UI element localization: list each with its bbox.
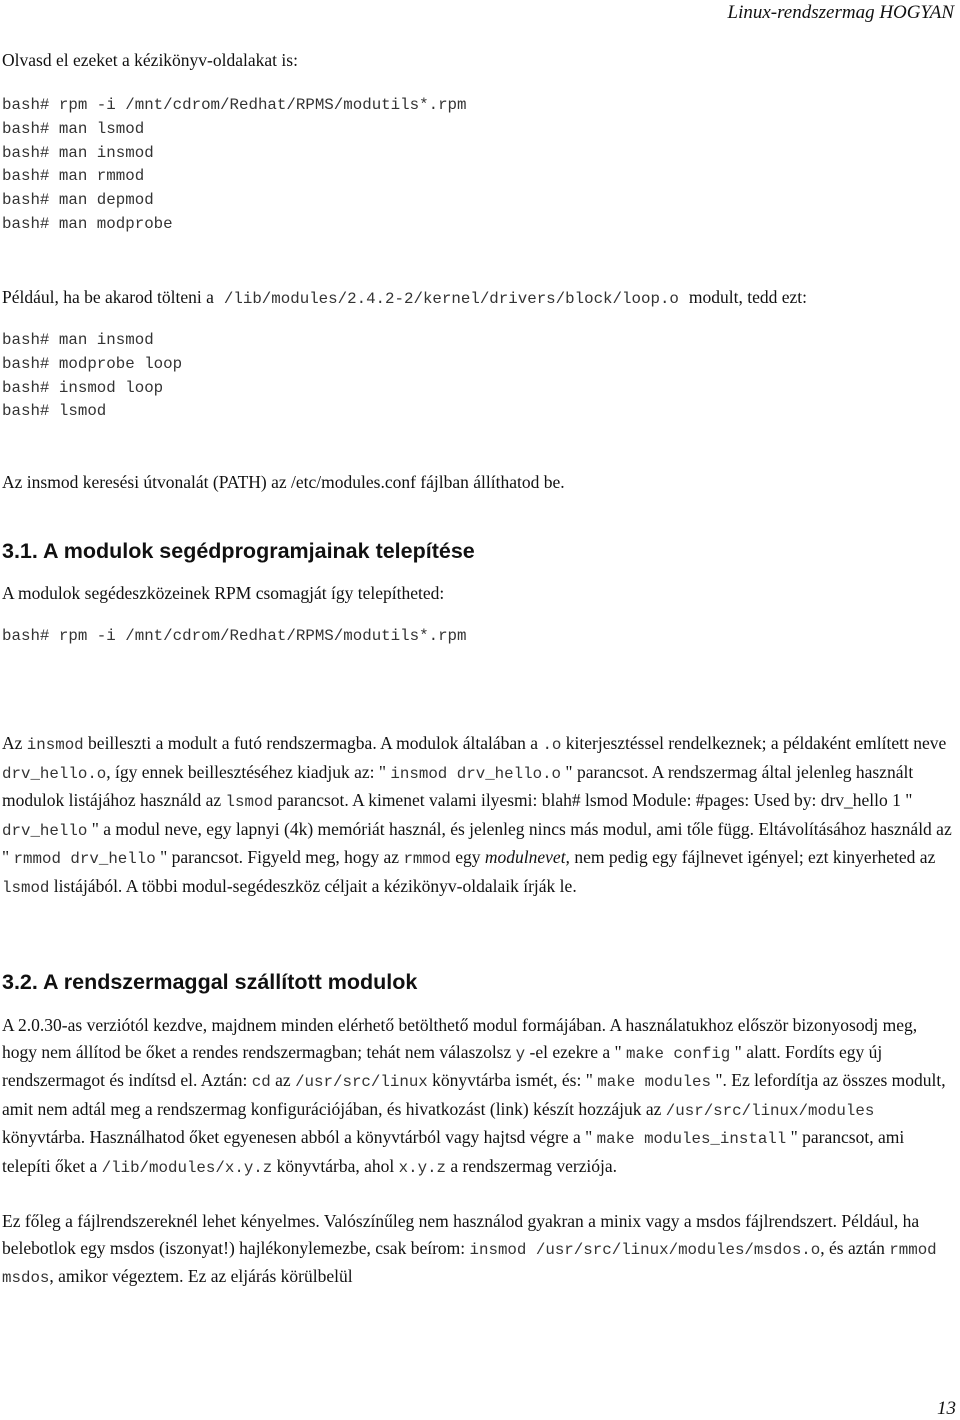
italic-text: modulnevet,	[484, 847, 570, 868]
text-run: a rendszermag verziója.	[450, 1155, 618, 1176]
code-line: bash# rpm -i /mnt/cdrom/Redhat/RPMS/modutils*.rpm	[2, 627, 467, 645]
text-run: A 2.0.30-as verziótól kezdve, majdnem minden elérhető betölthető modul formájában. A használatukhoz először bizonyosodj meg, hogy nem állítod be őket a rendes rendszermagban; tehát nem válaszolsz	[2, 1015, 918, 1062]
code-line: bash# lsmod	[2, 402, 107, 421]
inline-code: rmmod msdos	[2, 1240, 937, 1288]
text-run: " parancsot, ami telepíti őket a	[2, 1127, 905, 1176]
inline-code: x.y.z	[398, 1158, 447, 1177]
text-run: nem pedig egy fájlnevet igényel; ezt kinyerheted az	[574, 847, 936, 868]
section-3-1-intro: A modulok segédeszközeinek RPM csomagját így telepítheted:	[2, 583, 445, 603]
inline-code: lsmod	[225, 793, 273, 812]
inline-code: rmmod drv_hello	[13, 850, 156, 869]
text-run: könyvtárba. Használhatod őket egyenesen abból a könyvtárból vagy hajtsd végre a "	[2, 1127, 593, 1148]
code-line: bash# man insmod	[2, 331, 154, 349]
text-run: ". Ez lefordítja az összes modult, amit nem adtál meg a rendszermag konfigurációjában, és hivatkozást (link) készít hozzájuk az	[2, 1070, 946, 1119]
text-run: listájából. A többi modul-segédeszköz céljait a kézikönyv-oldalaik írják le.	[53, 875, 577, 896]
inline-code: make config	[626, 1044, 731, 1063]
code-line: bash# modprobe loop	[2, 354, 183, 373]
text-run: , és aztán	[820, 1237, 885, 1258]
inline-code: insmod /usr/src/linux/modules/msdos.o	[469, 1240, 821, 1259]
inline-code: .o	[542, 736, 562, 754]
text-run: Ez főleg a fájlrendszereknél lehet kényelmes. Valószínűleg nem használod gyakran a minix vagy a msdos fájlrendszert. Például, ha belebotlok egy msdos (iszonyat!) hajlékonylemezbe, csak beírom:	[2, 1211, 920, 1258]
text-run: az	[275, 1070, 291, 1091]
text-run: Például, ha be akarod tölteni a	[2, 287, 214, 307]
text-run: " parancsot. Figyeld meg, hogy az	[160, 847, 400, 868]
text-run: , amikor végeztem. Ez az eljárás körülbelül	[49, 1266, 353, 1287]
code-block-loop	[2, 329, 182, 424]
inline-code: insmod drv_hello.o	[390, 764, 562, 783]
text-run: beilleszti a modult a futó rendszermagba. A modulok általában a	[88, 733, 539, 753]
text-run: kiterjesztéssel rendelkeznek; a példaként említett neve	[565, 733, 947, 753]
page-number: 13	[937, 1398, 956, 1419]
code-line: bash# man insmod	[2, 143, 154, 162]
code-line: bash# insmod loop	[2, 378, 164, 397]
inline-code: cd	[251, 1073, 271, 1092]
inline-code: /lib/modules/2.4.2-2/kernel/drivers/block/loop.o	[223, 290, 679, 308]
inline-code: /lib/modules/x.y.z	[101, 1158, 273, 1177]
inline-code: lsmod	[2, 878, 50, 897]
text-run: -el ezekre a "	[529, 1041, 622, 1062]
inline-code: drv_hello.o	[2, 764, 107, 783]
code-block-manpages	[2, 94, 467, 237]
section-3-1-paragraph	[2, 730, 956, 902]
path-note: Az insmod keresési útvonalát (PATH) az /etc/modules.conf fájlban állíthatod be.	[2, 472, 565, 492]
code-line: bash# man rmmod	[2, 167, 145, 186]
inline-code: make modules	[597, 1073, 712, 1092]
code-line: bash# man lsmod	[2, 119, 145, 138]
inline-code: drv_hello	[2, 821, 88, 840]
text-run: " parancsot. A rendszermag által jelenleg használt modulok listájához használd az	[2, 761, 914, 811]
text-run: Az	[2, 733, 23, 753]
inline-code: /usr/src/linux/modules	[665, 1101, 875, 1120]
text-run: " alatt. Fordíts egy új rendszermagot és indítsd el. Aztán:	[2, 1041, 883, 1091]
section-heading-3-2: 3.2. A rendszermaggal szállított modulok	[2, 970, 418, 994]
intro-text: Olvasd el ezeket a kézikönyv-oldalakat is:	[2, 50, 298, 70]
text-run: könyvtárba ismét, és: "	[432, 1070, 593, 1091]
example-paragraph	[2, 284, 807, 313]
text-run: modult, tedd ezt:	[688, 287, 808, 307]
running-header: Linux-rendszermag HOGYAN	[727, 2, 954, 23]
text-run: könyvtárba, ahol	[276, 1155, 395, 1176]
inline-code: rmmod	[403, 850, 451, 869]
code-line: bash# man modprobe	[2, 214, 173, 233]
section-3-2-paragraph-2	[2, 1208, 956, 1292]
code-block-rpm	[2, 625, 467, 649]
text-run: " a modul neve, egy lapnyi (4k) memóriát használ, és jelenleg nincs más modul, ami tőle függ. Eltávolításához használd az "	[2, 818, 952, 868]
code-line: bash# rpm -i /mnt/cdrom/Redhat/RPMS/modutils*.rpm	[2, 96, 467, 114]
text-run: parancsot. A kimenet valami ilyesmi: blah# lsmod Module: #pages: Used by: drv_hello 1 "	[277, 790, 913, 811]
inline-code: /usr/src/linux	[295, 1073, 428, 1092]
inline-code: insmod	[26, 736, 84, 754]
inline-code: make modules_install	[596, 1130, 787, 1149]
text-run: , így ennek beillesztéséhez kiadjuk az: "	[106, 761, 387, 782]
text-run: egy	[455, 847, 481, 868]
code-line: bash# man depmod	[2, 191, 154, 210]
inline-code: y	[515, 1044, 526, 1063]
section-3-2-paragraph-1	[2, 1012, 956, 1182]
section-heading-3-1: 3.1. A modulok segédprogramjainak telepítése	[2, 539, 475, 563]
